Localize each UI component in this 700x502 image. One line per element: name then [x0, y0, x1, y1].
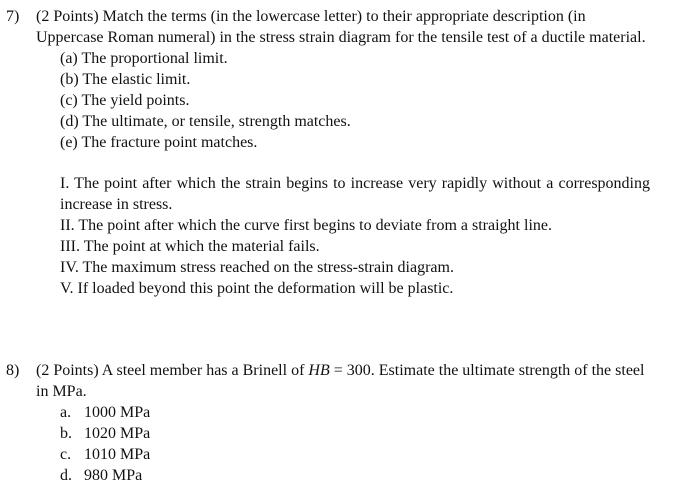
option-c-letter: c.: [60, 446, 72, 463]
option-b: [60, 423, 656, 444]
term-e: (e) The fracture point matches.: [60, 134, 258, 151]
term-a: (a) The proportional limit.: [60, 50, 228, 67]
question-7-header: [6, 6, 656, 48]
description-i: I. The point after which the strain begins to increase very rapidly without a corresponding increase in stress.: [60, 175, 650, 213]
option-d: [60, 465, 656, 486]
description-iii: III. The point at which the material fails.: [60, 238, 320, 255]
description-v: V. If loaded beyond this point the deformation will be plastic.: [60, 280, 454, 297]
question-8-prompt-end: = 300. Estimate the ultimate strength of the steel in MPa.: [36, 362, 645, 400]
description-iv: IV. The maximum stress reached on the stress-strain diagram.: [60, 259, 454, 276]
term-b: (b) The elastic limit.: [60, 71, 191, 88]
option-a: [60, 402, 656, 423]
terms-list: [6, 48, 656, 153]
question-7-number: 7): [6, 8, 20, 25]
question-8-header: [6, 360, 656, 402]
option-a-text: 1000 MPa: [84, 404, 151, 421]
option-a-letter: a.: [60, 404, 72, 421]
question-7: [6, 6, 656, 299]
question-8-number: 8): [6, 362, 20, 379]
question-8-prompt: [36, 360, 656, 402]
options-list: [6, 402, 656, 486]
descriptions-list: [6, 173, 656, 299]
term-c: (c) The yield points.: [60, 92, 190, 109]
option-c-text: 1010 MPa: [84, 446, 151, 463]
question-8-prompt-hb: HB: [308, 362, 330, 379]
option-c: [60, 444, 656, 465]
option-d-text: 980 MPa: [84, 467, 143, 484]
option-b-letter: b.: [60, 425, 72, 442]
description-ii: II. The point after which the curve first begins to deviate from a straight line.: [60, 217, 552, 234]
question-7-prompt: (2 Points) Match the terms (in the lowercase letter) to their appropriate description (in Uppercase Roman numeral) in the stress strain diagram for the tensile test of a ductile material.: [36, 8, 646, 46]
question-8-prompt-start: (2 Points) A steel member has a Brinell of: [36, 362, 309, 379]
question-8: [6, 360, 656, 486]
option-d-letter: d.: [60, 467, 72, 484]
term-d: (d) The ultimate, or tensile, strength matches.: [60, 113, 351, 130]
option-b-text: 1020 MPa: [84, 425, 151, 442]
